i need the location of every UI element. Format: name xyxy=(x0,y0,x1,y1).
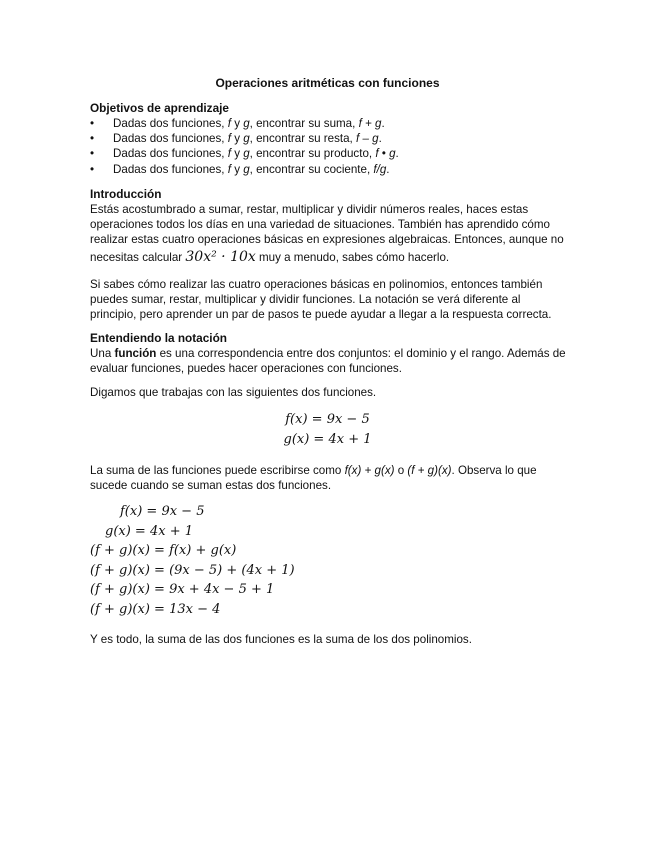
objectives-section xyxy=(90,101,570,177)
derivation-step: (f + g)(x) = 13x − 4 xyxy=(90,601,221,617)
intro-paragraph-2: Si sabes cómo realizar las cuatro operaciones básicas en polinomios, entonces también puedes sumar, restar, multiplicar y dividir funciones. La notación se verá diferente al principio, pero aprender un par de pasos te puede ayudar a llegar a la respuesta correcta. xyxy=(90,278,552,322)
intro-section xyxy=(90,187,570,266)
function-definitions xyxy=(0,410,655,449)
derivation-step: g(x) = 4x + 1 xyxy=(105,523,193,539)
objectives-list xyxy=(90,116,570,176)
intro-paragraph-1: Estás acostumbrado a sumar, restar, multiplicar y dividir números reales, haces estas operaciones todos los días en una variedad de situaciones. También has aprendido cómo realizar estas cuatro operaciones básicas en expresiones algebraicas. Entonces, aunque no necesitas calcular 30x² · 10x muy a menudo, sabes cómo hacerlo. xyxy=(90,203,564,265)
sum-derivation xyxy=(90,502,295,619)
derivation-step: (f + g)(x) = (9x − 5) + (4x + 1) xyxy=(90,562,295,578)
derivation-step: f(x) = 9x − 5 xyxy=(120,504,205,519)
equation-f: f(x) = 9x − 5 xyxy=(285,412,370,427)
intro-heading: Introducción xyxy=(90,187,162,201)
page-title: Operaciones aritméticas con funciones xyxy=(215,76,440,90)
notation-heading: Entendiendo la notación xyxy=(90,331,227,345)
derivation-step: (f + g)(x) = 9x + 4x − 5 + 1 xyxy=(90,582,275,597)
derivation-step: (f + g)(x) = f(x) + g(x) xyxy=(90,543,237,558)
notation-paragraph-3: La suma de las funciones puede escribirse como f(x) + g(x) o (f + g)(x). Observa lo que sucede cuando se suman estas dos funciones. xyxy=(90,464,537,493)
objective-item: • Dadas dos funciones, f y g, encontrar su suma, f + g. xyxy=(90,116,570,131)
objective-item: • Dadas dos funciones, f y g, encontrar su cociente, f/g. xyxy=(90,162,570,177)
inline-math: 30x² · 10x xyxy=(185,248,256,265)
notation-paragraph-1: Una función es una correspondencia entre dos conjuntos: el dominio y el rango. Además de evaluar funciones, puedes hacer operaciones con funciones. xyxy=(90,347,566,376)
objectives-heading: Objetivos de aprendizaje xyxy=(90,101,229,115)
notation-paragraph-2: Digamos que trabajas con las siguientes dos funciones. xyxy=(90,386,377,399)
objective-item: • Dadas dos funciones, f y g, encontrar su resta, f – g. xyxy=(90,131,570,146)
notation-paragraph-4: Y es todo, la suma de las dos funciones es la suma de los dos polinomios. xyxy=(90,633,472,646)
equation-g: g(x) = 4x + 1 xyxy=(283,431,372,447)
objective-item: • Dadas dos funciones, f y g, encontrar su producto, f • g. xyxy=(90,146,570,161)
notation-section xyxy=(90,331,570,376)
